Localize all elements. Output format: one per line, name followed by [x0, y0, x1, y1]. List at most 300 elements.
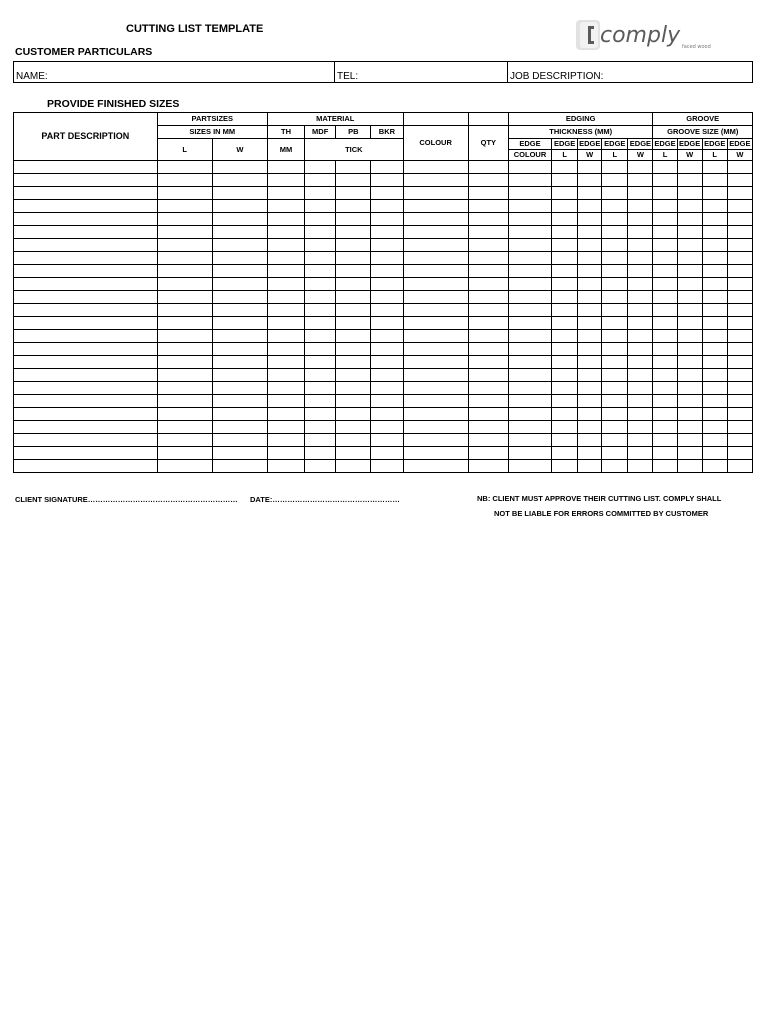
entry-cell[interactable] — [653, 447, 677, 460]
entry-cell[interactable] — [628, 408, 653, 421]
entry-cell[interactable] — [403, 200, 468, 213]
entry-cell[interactable] — [628, 239, 653, 252]
entry-cell[interactable] — [628, 434, 653, 447]
entry-cell[interactable] — [267, 395, 304, 408]
entry-cell[interactable] — [727, 213, 752, 226]
entry-cell[interactable] — [677, 265, 702, 278]
entry-cell[interactable] — [371, 343, 403, 356]
tel-field[interactable] — [335, 62, 508, 83]
entry-cell[interactable] — [508, 213, 551, 226]
entry-cell[interactable] — [602, 330, 628, 343]
entry-cell[interactable] — [157, 382, 212, 395]
entry-cell[interactable] — [653, 252, 677, 265]
entry-cell[interactable] — [653, 395, 677, 408]
entry-cell[interactable] — [14, 187, 158, 200]
entry-cell[interactable] — [578, 200, 602, 213]
entry-cell[interactable] — [508, 421, 551, 434]
entry-cell[interactable] — [602, 434, 628, 447]
name-field[interactable] — [14, 62, 335, 83]
entry-cell[interactable] — [267, 330, 304, 343]
entry-cell[interactable] — [336, 447, 371, 460]
entry-cell[interactable] — [403, 213, 468, 226]
entry-cell[interactable] — [157, 343, 212, 356]
entry-cell[interactable] — [371, 174, 403, 187]
entry-cell[interactable] — [653, 187, 677, 200]
entry-cell[interactable] — [727, 200, 752, 213]
entry-cell[interactable] — [14, 460, 158, 473]
entry-cell[interactable] — [602, 395, 628, 408]
entry-cell[interactable] — [653, 174, 677, 187]
entry-cell[interactable] — [157, 213, 212, 226]
entry-cell[interactable] — [602, 408, 628, 421]
entry-cell[interactable] — [371, 369, 403, 382]
entry-cell[interactable] — [677, 213, 702, 226]
entry-cell[interactable] — [212, 291, 267, 304]
entry-cell[interactable] — [468, 187, 508, 200]
entry-cell[interactable] — [403, 434, 468, 447]
entry-cell[interactable] — [468, 252, 508, 265]
entry-cell[interactable] — [212, 395, 267, 408]
entry-cell[interactable] — [267, 304, 304, 317]
entry-cell[interactable] — [552, 200, 578, 213]
entry-cell[interactable] — [305, 395, 336, 408]
entry-cell[interactable] — [157, 421, 212, 434]
entry-cell[interactable] — [727, 395, 752, 408]
entry-cell[interactable] — [14, 252, 158, 265]
entry-cell[interactable] — [403, 317, 468, 330]
entry-cell[interactable] — [727, 239, 752, 252]
entry-cell[interactable] — [336, 161, 371, 174]
entry-cell[interactable] — [552, 434, 578, 447]
entry-cell[interactable] — [14, 200, 158, 213]
entry-cell[interactable] — [468, 330, 508, 343]
entry-cell[interactable] — [508, 200, 551, 213]
entry-cell[interactable] — [403, 343, 468, 356]
entry-cell[interactable] — [578, 265, 602, 278]
entry-cell[interactable] — [157, 226, 212, 239]
entry-cell[interactable] — [702, 330, 727, 343]
entry-cell[interactable] — [336, 382, 371, 395]
entry-cell[interactable] — [727, 226, 752, 239]
entry-cell[interactable] — [305, 252, 336, 265]
entry-cell[interactable] — [371, 317, 403, 330]
entry-cell[interactable] — [157, 447, 212, 460]
entry-cell[interactable] — [602, 226, 628, 239]
entry-cell[interactable] — [468, 460, 508, 473]
entry-cell[interactable] — [212, 343, 267, 356]
entry-cell[interactable] — [702, 174, 727, 187]
entry-cell[interactable] — [628, 161, 653, 174]
entry-cell[interactable] — [628, 343, 653, 356]
entry-cell[interactable] — [653, 200, 677, 213]
entry-cell[interactable] — [677, 304, 702, 317]
entry-cell[interactable] — [602, 304, 628, 317]
entry-cell[interactable] — [628, 421, 653, 434]
entry-cell[interactable] — [508, 304, 551, 317]
entry-cell[interactable] — [552, 369, 578, 382]
entry-cell[interactable] — [602, 278, 628, 291]
entry-cell[interactable] — [267, 460, 304, 473]
entry-cell[interactable] — [677, 421, 702, 434]
entry-cell[interactable] — [552, 447, 578, 460]
entry-cell[interactable] — [727, 447, 752, 460]
entry-cell[interactable] — [212, 239, 267, 252]
entry-cell[interactable] — [403, 356, 468, 369]
entry-cell[interactable] — [727, 291, 752, 304]
entry-cell[interactable] — [14, 278, 158, 291]
entry-cell[interactable] — [653, 421, 677, 434]
entry-cell[interactable] — [305, 421, 336, 434]
entry-cell[interactable] — [578, 304, 602, 317]
entry-cell[interactable] — [403, 252, 468, 265]
entry-cell[interactable] — [702, 434, 727, 447]
entry-cell[interactable] — [267, 343, 304, 356]
entry-cell[interactable] — [371, 200, 403, 213]
entry-cell[interactable] — [677, 239, 702, 252]
entry-cell[interactable] — [468, 317, 508, 330]
entry-cell[interactable] — [212, 356, 267, 369]
entry-cell[interactable] — [336, 421, 371, 434]
entry-cell[interactable] — [727, 421, 752, 434]
entry-cell[interactable] — [336, 330, 371, 343]
entry-cell[interactable] — [552, 174, 578, 187]
entry-cell[interactable] — [212, 174, 267, 187]
entry-cell[interactable] — [653, 330, 677, 343]
entry-cell[interactable] — [653, 304, 677, 317]
entry-cell[interactable] — [578, 330, 602, 343]
entry-cell[interactable] — [267, 161, 304, 174]
entry-cell[interactable] — [653, 460, 677, 473]
entry-cell[interactable] — [212, 265, 267, 278]
entry-cell[interactable] — [157, 252, 212, 265]
entry-cell[interactable] — [212, 434, 267, 447]
entry-cell[interactable] — [336, 369, 371, 382]
entry-cell[interactable] — [305, 161, 336, 174]
entry-cell[interactable] — [628, 291, 653, 304]
entry-cell[interactable] — [157, 460, 212, 473]
entry-cell[interactable] — [336, 278, 371, 291]
entry-cell[interactable] — [508, 252, 551, 265]
entry-cell[interactable] — [677, 447, 702, 460]
entry-cell[interactable] — [677, 382, 702, 395]
entry-cell[interactable] — [14, 213, 158, 226]
entry-cell[interactable] — [468, 382, 508, 395]
entry-cell[interactable] — [212, 330, 267, 343]
entry-cell[interactable] — [468, 200, 508, 213]
entry-cell[interactable] — [212, 187, 267, 200]
entry-cell[interactable] — [157, 291, 212, 304]
entry-cell[interactable] — [727, 161, 752, 174]
entry-cell[interactable] — [602, 343, 628, 356]
entry-cell[interactable] — [628, 187, 653, 200]
entry-cell[interactable] — [212, 252, 267, 265]
entry-cell[interactable] — [677, 187, 702, 200]
entry-cell[interactable] — [727, 330, 752, 343]
entry-cell[interactable] — [14, 421, 158, 434]
entry-cell[interactable] — [157, 187, 212, 200]
entry-cell[interactable] — [628, 330, 653, 343]
entry-cell[interactable] — [602, 369, 628, 382]
entry-cell[interactable] — [508, 226, 551, 239]
entry-cell[interactable] — [677, 278, 702, 291]
entry-cell[interactable] — [727, 460, 752, 473]
entry-cell[interactable] — [508, 343, 551, 356]
entry-cell[interactable] — [602, 460, 628, 473]
entry-cell[interactable] — [212, 304, 267, 317]
entry-cell[interactable] — [702, 226, 727, 239]
entry-cell[interactable] — [653, 356, 677, 369]
entry-cell[interactable] — [157, 278, 212, 291]
entry-cell[interactable] — [702, 447, 727, 460]
entry-cell[interactable] — [552, 343, 578, 356]
entry-cell[interactable] — [336, 200, 371, 213]
entry-cell[interactable] — [702, 408, 727, 421]
entry-cell[interactable] — [403, 421, 468, 434]
entry-cell[interactable] — [727, 317, 752, 330]
entry-cell[interactable] — [602, 213, 628, 226]
entry-cell[interactable] — [336, 239, 371, 252]
entry-cell[interactable] — [653, 343, 677, 356]
entry-cell[interactable] — [702, 343, 727, 356]
entry-cell[interactable] — [468, 434, 508, 447]
entry-cell[interactable] — [552, 161, 578, 174]
entry-cell[interactable] — [157, 174, 212, 187]
entry-cell[interactable] — [628, 265, 653, 278]
entry-cell[interactable] — [212, 369, 267, 382]
entry-cell[interactable] — [677, 356, 702, 369]
entry-cell[interactable] — [212, 382, 267, 395]
entry-cell[interactable] — [727, 408, 752, 421]
entry-cell[interactable] — [602, 200, 628, 213]
entry-cell[interactable] — [677, 252, 702, 265]
entry-cell[interactable] — [508, 395, 551, 408]
entry-cell[interactable] — [702, 421, 727, 434]
entry-cell[interactable] — [468, 369, 508, 382]
entry-cell[interactable] — [677, 369, 702, 382]
entry-cell[interactable] — [267, 317, 304, 330]
entry-cell[interactable] — [305, 239, 336, 252]
entry-cell[interactable] — [305, 317, 336, 330]
entry-cell[interactable] — [305, 291, 336, 304]
entry-cell[interactable] — [267, 239, 304, 252]
entry-cell[interactable] — [267, 369, 304, 382]
entry-cell[interactable] — [578, 369, 602, 382]
entry-cell[interactable] — [403, 161, 468, 174]
entry-cell[interactable] — [578, 434, 602, 447]
entry-cell[interactable] — [628, 460, 653, 473]
entry-cell[interactable] — [702, 356, 727, 369]
entry-cell[interactable] — [267, 200, 304, 213]
entry-cell[interactable] — [578, 382, 602, 395]
entry-cell[interactable] — [371, 460, 403, 473]
entry-cell[interactable] — [628, 213, 653, 226]
entry-cell[interactable] — [552, 265, 578, 278]
entry-cell[interactable] — [305, 278, 336, 291]
entry-cell[interactable] — [602, 265, 628, 278]
entry-cell[interactable] — [371, 356, 403, 369]
entry-cell[interactable] — [468, 213, 508, 226]
entry-cell[interactable] — [653, 161, 677, 174]
entry-cell[interactable] — [628, 317, 653, 330]
entry-cell[interactable] — [508, 187, 551, 200]
entry-cell[interactable] — [602, 447, 628, 460]
entry-cell[interactable] — [157, 239, 212, 252]
entry-cell[interactable] — [727, 252, 752, 265]
entry-cell[interactable] — [628, 447, 653, 460]
entry-cell[interactable] — [371, 239, 403, 252]
entry-cell[interactable] — [552, 356, 578, 369]
entry-cell[interactable] — [727, 265, 752, 278]
entry-cell[interactable] — [702, 252, 727, 265]
entry-cell[interactable] — [403, 278, 468, 291]
entry-cell[interactable] — [305, 304, 336, 317]
entry-cell[interactable] — [508, 330, 551, 343]
entry-cell[interactable] — [305, 174, 336, 187]
entry-cell[interactable] — [578, 395, 602, 408]
entry-cell[interactable] — [468, 174, 508, 187]
entry-cell[interactable] — [371, 278, 403, 291]
entry-cell[interactable] — [552, 382, 578, 395]
entry-cell[interactable] — [157, 434, 212, 447]
entry-cell[interactable] — [508, 434, 551, 447]
entry-cell[interactable] — [403, 304, 468, 317]
entry-cell[interactable] — [702, 213, 727, 226]
entry-cell[interactable] — [267, 382, 304, 395]
entry-cell[interactable] — [653, 291, 677, 304]
entry-cell[interactable] — [267, 434, 304, 447]
entry-cell[interactable] — [602, 239, 628, 252]
entry-cell[interactable] — [212, 460, 267, 473]
entry-cell[interactable] — [628, 382, 653, 395]
entry-cell[interactable] — [702, 239, 727, 252]
entry-cell[interactable] — [371, 226, 403, 239]
entry-cell[interactable] — [403, 447, 468, 460]
entry-cell[interactable] — [628, 226, 653, 239]
entry-cell[interactable] — [305, 356, 336, 369]
entry-cell[interactable] — [727, 434, 752, 447]
entry-cell[interactable] — [371, 447, 403, 460]
entry-cell[interactable] — [14, 369, 158, 382]
entry-cell[interactable] — [628, 200, 653, 213]
entry-cell[interactable] — [552, 213, 578, 226]
entry-cell[interactable] — [552, 317, 578, 330]
entry-cell[interactable] — [371, 304, 403, 317]
entry-cell[interactable] — [653, 226, 677, 239]
entry-cell[interactable] — [702, 317, 727, 330]
entry-cell[interactable] — [212, 161, 267, 174]
entry-cell[interactable] — [14, 291, 158, 304]
entry-cell[interactable] — [336, 356, 371, 369]
entry-cell[interactable] — [727, 278, 752, 291]
entry-cell[interactable] — [403, 187, 468, 200]
entry-cell[interactable] — [677, 330, 702, 343]
entry-cell[interactable] — [702, 395, 727, 408]
entry-cell[interactable] — [677, 395, 702, 408]
entry-cell[interactable] — [403, 408, 468, 421]
entry-cell[interactable] — [702, 304, 727, 317]
entry-cell[interactable] — [628, 356, 653, 369]
entry-cell[interactable] — [305, 408, 336, 421]
entry-cell[interactable] — [468, 291, 508, 304]
entry-cell[interactable] — [212, 447, 267, 460]
entry-cell[interactable] — [578, 317, 602, 330]
entry-cell[interactable] — [578, 239, 602, 252]
entry-cell[interactable] — [702, 291, 727, 304]
entry-cell[interactable] — [552, 239, 578, 252]
entry-cell[interactable] — [14, 161, 158, 174]
entry-cell[interactable] — [371, 161, 403, 174]
entry-cell[interactable] — [336, 174, 371, 187]
entry-cell[interactable] — [578, 408, 602, 421]
entry-cell[interactable] — [702, 200, 727, 213]
entry-cell[interactable] — [653, 382, 677, 395]
job-description-field[interactable] — [508, 62, 753, 83]
entry-cell[interactable] — [212, 213, 267, 226]
entry-cell[interactable] — [508, 161, 551, 174]
entry-cell[interactable] — [468, 343, 508, 356]
entry-cell[interactable] — [677, 434, 702, 447]
entry-cell[interactable] — [702, 265, 727, 278]
entry-cell[interactable] — [508, 408, 551, 421]
entry-cell[interactable] — [267, 252, 304, 265]
entry-cell[interactable] — [727, 187, 752, 200]
entry-cell[interactable] — [578, 187, 602, 200]
entry-cell[interactable] — [727, 343, 752, 356]
entry-cell[interactable] — [727, 174, 752, 187]
entry-cell[interactable] — [403, 239, 468, 252]
entry-cell[interactable] — [653, 317, 677, 330]
entry-cell[interactable] — [602, 174, 628, 187]
entry-cell[interactable] — [677, 226, 702, 239]
entry-cell[interactable] — [403, 395, 468, 408]
entry-cell[interactable] — [677, 161, 702, 174]
entry-cell[interactable] — [602, 317, 628, 330]
entry-cell[interactable] — [702, 278, 727, 291]
entry-cell[interactable] — [468, 356, 508, 369]
entry-cell[interactable] — [578, 447, 602, 460]
entry-cell[interactable] — [157, 304, 212, 317]
entry-cell[interactable] — [305, 226, 336, 239]
entry-cell[interactable] — [677, 408, 702, 421]
entry-cell[interactable] — [305, 343, 336, 356]
entry-cell[interactable] — [371, 265, 403, 278]
entry-cell[interactable] — [371, 434, 403, 447]
entry-cell[interactable] — [677, 291, 702, 304]
entry-cell[interactable] — [157, 317, 212, 330]
entry-cell[interactable] — [14, 330, 158, 343]
entry-cell[interactable] — [14, 174, 158, 187]
entry-cell[interactable] — [653, 265, 677, 278]
entry-cell[interactable] — [602, 421, 628, 434]
entry-cell[interactable] — [552, 304, 578, 317]
entry-cell[interactable] — [305, 460, 336, 473]
entry-cell[interactable] — [371, 382, 403, 395]
entry-cell[interactable] — [552, 291, 578, 304]
entry-cell[interactable] — [403, 226, 468, 239]
entry-cell[interactable] — [403, 369, 468, 382]
entry-cell[interactable] — [602, 382, 628, 395]
entry-cell[interactable] — [212, 408, 267, 421]
entry-cell[interactable] — [157, 369, 212, 382]
entry-cell[interactable] — [702, 382, 727, 395]
entry-cell[interactable] — [14, 434, 158, 447]
entry-cell[interactable] — [403, 265, 468, 278]
entry-cell[interactable] — [653, 278, 677, 291]
entry-cell[interactable] — [267, 174, 304, 187]
entry-cell[interactable] — [552, 252, 578, 265]
entry-cell[interactable] — [628, 252, 653, 265]
entry-cell[interactable] — [305, 187, 336, 200]
